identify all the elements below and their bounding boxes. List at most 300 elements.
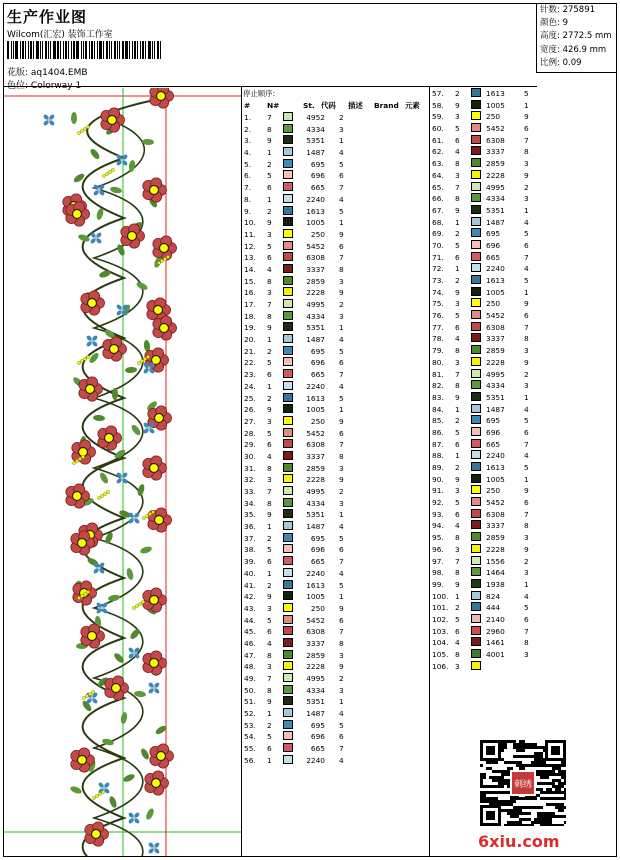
sprig-bud	[157, 261, 160, 264]
table-row	[431, 123, 541, 135]
row-element: 2	[339, 113, 344, 122]
row-code: 3337	[306, 451, 325, 461]
row-needle: 6	[455, 626, 460, 636]
row-index: 22.	[244, 358, 256, 368]
stats-box	[536, 3, 617, 73]
row-element: 7	[339, 183, 344, 193]
small-flower-center	[103, 787, 106, 790]
color-swatch	[471, 252, 481, 261]
table-row	[243, 474, 428, 486]
color-swatch	[471, 135, 481, 144]
color-swatch	[471, 520, 481, 529]
col-code: 代码	[321, 101, 336, 110]
table-row	[243, 731, 428, 743]
flower-center	[150, 659, 159, 668]
color-swatch	[283, 346, 293, 355]
row-index: 45.	[244, 627, 256, 637]
row-index: 85.	[432, 416, 444, 426]
row-code: 250	[486, 112, 501, 122]
row-index: 16.	[244, 288, 256, 298]
color-swatch	[471, 322, 481, 331]
table-row	[431, 158, 541, 170]
row-needle: 1	[267, 568, 272, 578]
table-row	[243, 650, 428, 662]
color-swatch	[471, 567, 481, 576]
color-swatch	[471, 217, 481, 226]
color-swatch	[471, 205, 481, 214]
sprig-bud	[142, 516, 145, 519]
small-flower-center	[153, 847, 156, 850]
table-row	[243, 580, 428, 592]
row-code: 1613	[306, 580, 325, 590]
row-code: 5351	[486, 392, 505, 402]
row-element: 4	[524, 591, 529, 601]
row-needle: 2	[267, 206, 272, 216]
color-swatch	[283, 556, 293, 565]
flower-center	[78, 756, 87, 765]
color-swatch	[471, 614, 481, 623]
table-rows	[243, 112, 428, 767]
row-index: 74.	[432, 287, 444, 297]
row-index: 97.	[432, 556, 444, 566]
row-code: 1487	[486, 404, 505, 414]
row-index: 54.	[244, 732, 256, 742]
row-needle: 3	[267, 662, 272, 672]
small-flower-center	[121, 309, 124, 312]
table-row	[243, 568, 428, 580]
row-index: 29.	[244, 440, 256, 450]
row-index: 30.	[244, 451, 256, 461]
row-code: 665	[310, 557, 325, 567]
row-element: 1	[524, 205, 529, 215]
color-swatch	[283, 486, 293, 495]
row-element: 7	[339, 744, 344, 754]
row-code: 4001	[486, 650, 505, 659]
row-index: 89.	[432, 463, 444, 472]
color-swatch	[283, 159, 293, 168]
sprig-bud	[145, 514, 148, 517]
row-needle: 2	[267, 533, 272, 543]
row-needle: 4	[455, 638, 460, 648]
table-row	[431, 661, 541, 673]
row-index: 52.	[244, 709, 256, 719]
color-swatch	[471, 556, 481, 565]
row-code: 2228	[306, 288, 325, 298]
color-swatch	[283, 615, 293, 624]
row-index: 12.	[244, 241, 256, 251]
table-row	[243, 241, 428, 253]
row-index: 91.	[432, 486, 444, 496]
table-row	[431, 228, 541, 240]
row-code: 1461	[486, 638, 505, 648]
table-row	[431, 439, 541, 451]
row-needle: 5	[455, 614, 460, 624]
row-element: 8	[339, 264, 344, 274]
design-line	[7, 65, 88, 78]
color-swatch	[471, 462, 481, 471]
table-row	[243, 556, 428, 568]
row-index: 10.	[244, 218, 256, 228]
small-flower-center	[48, 119, 51, 122]
row-needle: 4	[455, 334, 460, 344]
row-index: 60.	[432, 124, 444, 134]
color-swatch	[471, 158, 481, 167]
col-desc: 描述	[348, 101, 363, 110]
col-st: St.	[303, 101, 315, 110]
row-needle: 1	[455, 264, 460, 274]
color-swatch	[283, 696, 293, 705]
row-index: 94.	[432, 521, 444, 531]
barcode	[7, 41, 167, 59]
table-row	[431, 637, 541, 649]
leaf	[71, 112, 77, 124]
color-swatch	[283, 135, 293, 144]
row-code: 4995	[306, 487, 325, 496]
row-element: 3	[524, 194, 529, 204]
row-index: 6.	[244, 171, 252, 181]
row-element: 3	[524, 568, 529, 578]
row-element: 6	[524, 311, 529, 321]
row-element: 8	[524, 638, 529, 648]
table-row	[431, 310, 541, 322]
color-swatch	[471, 404, 481, 413]
table-row	[431, 556, 541, 568]
color-table-right	[431, 88, 541, 672]
sprig-bud	[72, 461, 75, 464]
row-index: 76.	[432, 311, 444, 321]
table-row	[243, 451, 428, 463]
row-needle: 1	[455, 404, 460, 414]
color-swatch	[471, 509, 481, 518]
row-code: 4334	[306, 124, 325, 134]
table-row	[431, 345, 541, 357]
table-row	[431, 415, 541, 427]
stat-scale: 比例: 0.09	[540, 57, 582, 68]
row-needle: 2	[455, 603, 460, 613]
row-needle: 8	[455, 381, 460, 391]
table-row	[431, 298, 541, 310]
row-element: 6	[339, 428, 344, 438]
row-needle: 8	[267, 311, 272, 321]
table-row	[431, 450, 541, 462]
table-row	[431, 404, 541, 416]
row-code: 3337	[306, 264, 325, 274]
color-swatch	[283, 708, 293, 717]
row-code: 2240	[306, 568, 325, 578]
row-needle: 9	[455, 100, 460, 110]
color-swatch	[283, 580, 293, 589]
row-code: 696	[486, 240, 501, 250]
row-index: 20.	[244, 335, 256, 345]
sprig-bud	[137, 361, 140, 364]
row-index: 38.	[244, 545, 256, 555]
color-swatch	[283, 626, 293, 635]
table-row	[431, 567, 541, 579]
row-needle: 3	[267, 288, 272, 298]
row-code: 1613	[306, 206, 325, 216]
sprig-bud	[140, 359, 143, 362]
sprig-bud	[143, 357, 146, 360]
flower-center	[78, 539, 87, 548]
table-row	[243, 463, 428, 475]
color-swatch	[471, 240, 481, 249]
design-label: 花版:	[7, 68, 29, 78]
row-index: 103.	[432, 626, 449, 636]
row-code: 2240	[486, 451, 505, 461]
row-code: 1487	[306, 522, 325, 532]
color-table-left	[243, 88, 428, 767]
row-code: 5452	[306, 428, 325, 438]
leaf	[139, 747, 150, 760]
color-swatch	[471, 88, 481, 97]
color-swatch	[283, 451, 293, 460]
sprig-bud	[81, 455, 84, 458]
table-row	[431, 217, 541, 229]
table-row	[431, 392, 541, 404]
row-element: 8	[524, 147, 529, 157]
sprig-bud	[77, 596, 80, 599]
row-code: 2859	[306, 276, 325, 286]
leaf	[126, 567, 135, 580]
row-element: 6	[524, 240, 529, 250]
table-row	[243, 217, 428, 229]
row-element: 6	[524, 124, 529, 134]
sprig-bud	[82, 696, 85, 699]
row-needle: 2	[455, 229, 460, 239]
table-row	[431, 357, 541, 369]
table-row	[431, 544, 541, 556]
table-row	[243, 159, 428, 171]
row-needle: 3	[267, 475, 272, 485]
sprig-bud	[83, 127, 86, 130]
row-code: 2240	[306, 381, 325, 391]
row-index: 42.	[244, 592, 256, 602]
row-code: 2228	[486, 544, 505, 554]
row-element: 9	[339, 475, 344, 485]
row-code: 665	[486, 439, 501, 449]
row-code: 1005	[306, 405, 325, 415]
color-swatch	[471, 637, 481, 646]
table-row	[243, 416, 428, 428]
row-element: 2	[339, 674, 344, 683]
color-swatch	[283, 498, 293, 507]
small-flower-center	[133, 517, 136, 520]
row-code: 6308	[306, 627, 325, 637]
sprig-bud	[151, 510, 154, 513]
row-element: 5	[524, 229, 529, 239]
row-element: 7	[339, 627, 344, 637]
row-element: 3	[524, 381, 529, 391]
small-flower-center	[133, 652, 136, 655]
row-code: 250	[486, 299, 501, 309]
row-index: 46.	[244, 638, 256, 648]
row-element: 1	[339, 405, 344, 415]
row-code: 5351	[306, 136, 325, 146]
row-needle: 8	[455, 159, 460, 169]
row-code: 696	[486, 427, 501, 437]
sprig-bud	[77, 131, 80, 134]
color-swatch	[283, 439, 293, 448]
row-code: 4995	[486, 369, 505, 379]
row-element: 6	[524, 614, 529, 624]
row-needle: 6	[455, 252, 460, 262]
table-row	[243, 369, 428, 381]
row-index: 80.	[432, 357, 444, 367]
row-element: 3	[339, 463, 344, 473]
color-swatch	[471, 111, 481, 120]
row-index: 33.	[244, 487, 256, 496]
table-row	[243, 439, 428, 451]
color-swatch	[283, 661, 293, 670]
sprig-bud	[78, 457, 81, 460]
color-swatch	[283, 182, 293, 191]
color-swatch	[471, 427, 481, 436]
row-code: 2859	[486, 159, 505, 169]
row-needle: 3	[455, 544, 460, 554]
divider-columns	[429, 87, 430, 857]
row-needle: 9	[267, 136, 272, 146]
color-swatch	[471, 485, 481, 494]
color-swatch	[283, 334, 293, 343]
row-code: 695	[310, 720, 325, 730]
flower-center	[112, 684, 121, 693]
row-needle: 6	[267, 370, 272, 380]
row-needle: 7	[455, 369, 460, 379]
row-needle: 6	[267, 253, 272, 263]
leaf	[129, 628, 141, 641]
row-needle: 3	[267, 603, 272, 613]
row-needle: 4	[267, 451, 272, 461]
qr-code	[480, 740, 566, 826]
row-code: 2228	[486, 170, 505, 180]
row-element: 6	[339, 615, 344, 625]
color-swatch	[283, 357, 293, 366]
small-flower-center	[95, 237, 98, 240]
row-needle: 9	[455, 392, 460, 402]
row-needle: 5	[267, 428, 272, 438]
color-swatch	[471, 263, 481, 272]
table-row	[243, 626, 428, 638]
table-row	[243, 720, 428, 732]
color-swatch	[283, 276, 293, 285]
row-element: 1	[339, 218, 344, 228]
row-code: 696	[310, 171, 325, 181]
sprig-bud	[83, 592, 86, 595]
row-needle: 9	[267, 510, 272, 520]
color-swatch	[471, 450, 481, 459]
table-row	[431, 626, 541, 638]
leaf	[108, 795, 118, 808]
table-row	[431, 240, 541, 252]
color-swatch	[283, 731, 293, 740]
leaf	[122, 773, 135, 784]
row-element: 4	[339, 335, 344, 345]
color-swatch	[471, 579, 481, 588]
row-code: 4334	[486, 194, 505, 204]
row-code: 665	[486, 252, 501, 262]
row-index: 105.	[432, 650, 449, 659]
row-code: 250	[486, 486, 501, 496]
color-swatch	[283, 720, 293, 729]
table-row	[243, 673, 428, 685]
row-code: 1487	[486, 217, 505, 227]
small-flower-center	[148, 367, 151, 370]
row-element: 1	[339, 323, 344, 333]
row-code: 4995	[306, 300, 325, 309]
row-code: 696	[310, 358, 325, 368]
color-swatch	[471, 123, 481, 132]
row-code: 5452	[306, 241, 325, 251]
small-flower-center	[121, 159, 124, 162]
row-needle: 5	[455, 311, 460, 321]
color-swatch	[283, 463, 293, 472]
sprig-bud	[103, 492, 106, 495]
row-needle: 5	[267, 615, 272, 625]
stop-sequence-label: 停止顺序:	[243, 89, 276, 98]
row-code: 1005	[306, 592, 325, 602]
color-swatch	[283, 241, 293, 250]
row-code: 1005	[486, 287, 505, 297]
row-index: 51.	[244, 697, 256, 707]
row-code: 695	[310, 159, 325, 169]
color-swatch	[283, 299, 293, 308]
row-element: 5	[524, 89, 529, 98]
qr-code-graphic	[480, 740, 566, 826]
row-code: 444	[486, 603, 501, 613]
table-row	[243, 299, 428, 311]
color-swatch	[283, 404, 293, 413]
table-row	[431, 369, 541, 381]
row-needle: 8	[455, 533, 460, 543]
row-element: 4	[339, 381, 344, 391]
design-preview	[4, 88, 241, 856]
row-needle: 7	[455, 556, 460, 566]
flower-center	[128, 232, 137, 241]
row-needle: 8	[455, 346, 460, 356]
color-swatch	[283, 229, 293, 238]
color-swatch	[471, 182, 481, 191]
leaf	[108, 594, 121, 602]
row-needle: 8	[267, 498, 272, 508]
sprig-bud	[77, 361, 80, 364]
row-needle: 5	[455, 498, 460, 508]
flower-center	[86, 385, 95, 394]
row-needle: 9	[267, 405, 272, 415]
table-row	[243, 112, 428, 124]
color-swatch	[283, 264, 293, 273]
row-element: 7	[524, 509, 529, 519]
row-index: 101.	[432, 603, 449, 613]
sprig-bud	[132, 606, 135, 609]
flower-center	[88, 632, 97, 641]
flower-center	[105, 434, 114, 443]
sprig-bud	[108, 170, 111, 173]
row-element: 5	[339, 206, 344, 216]
row-needle: 5	[267, 358, 272, 368]
row-index: 79.	[432, 346, 444, 356]
color-swatch	[471, 287, 481, 296]
row-code: 2960	[486, 626, 505, 636]
row-element: 5	[524, 603, 529, 613]
row-needle: 1	[455, 591, 460, 601]
row-needle: 6	[267, 557, 272, 567]
row-index: 7.	[244, 183, 252, 193]
table-rows	[431, 88, 541, 672]
row-needle: 2	[267, 346, 272, 356]
color-swatch	[283, 381, 293, 390]
sprig-bud	[85, 694, 88, 697]
table-header	[243, 100, 428, 112]
